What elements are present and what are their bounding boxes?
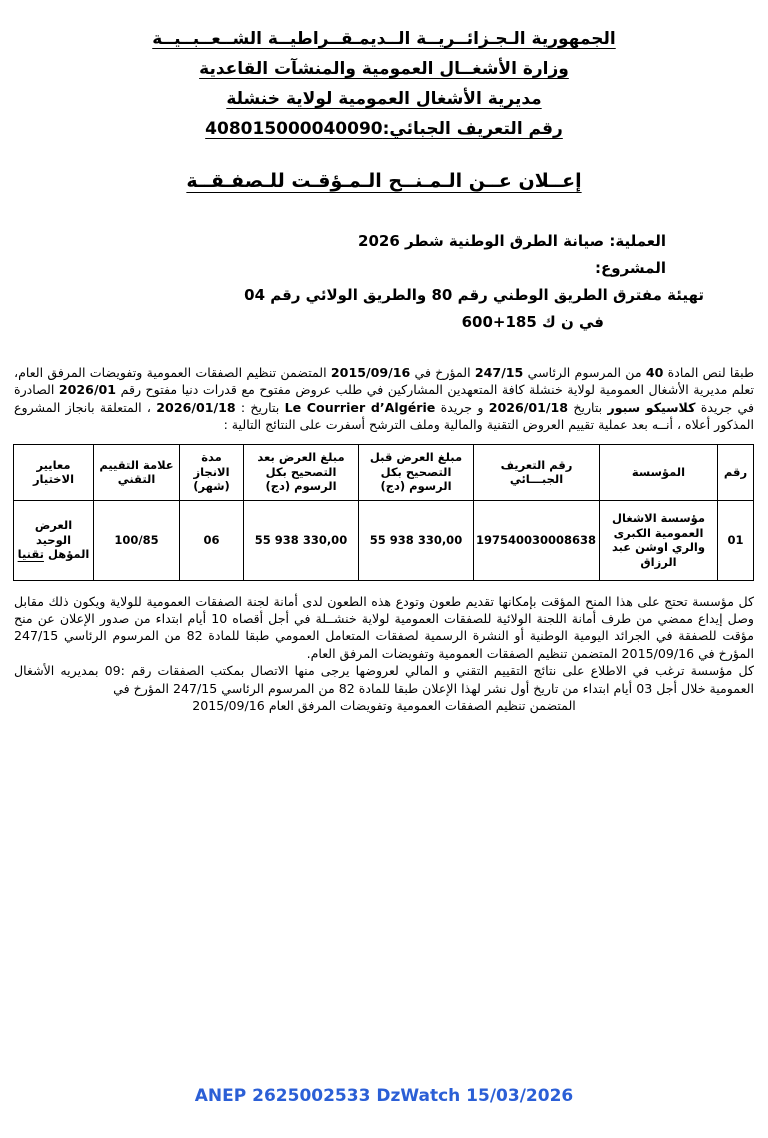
header-directorate-line: مديرية الأشغال العمومية لولاية خنشلة <box>226 89 542 109</box>
operation-line: العملية: صيانة الطرق الوطنية شطر 2026 <box>358 232 666 250</box>
cell-amount-after: 55 938 330,00 <box>244 500 359 580</box>
col-header-rank: رقم <box>718 444 754 500</box>
results-table <box>13 444 754 581</box>
announcement-title: إعــلان عــن الـمـنــح الـمـؤقـت للـصفـقــة <box>186 170 582 192</box>
anep-footer: ANEP 2625002533 DzWatch 15/03/2026 <box>194 1086 574 1106</box>
intro-seg: و جريدة <box>435 399 489 415</box>
cell-amount-before: 55 938 330,00 <box>359 500 474 580</box>
intro-seg: بتاريخ : <box>235 399 285 415</box>
intro-seg: المتضمن تنظيم الصفقات العمومية وتفويضات المرفق العام، تعلم مديرية الأشغال العمومية لولاية خنشلة كافة المتعهدين المشاركين في طلب عروض مفتوح مع قدرات دنيا مفتوح رقم <box>14 365 755 398</box>
intro-seg: كلاسيكو سبور <box>607 399 696 415</box>
table-header-row <box>14 444 754 500</box>
cell-duration: 06 <box>180 500 244 580</box>
intro-seg: ، المتعلقة بانجاز المشروع المذكور أعلاه ، أنــه بعد عملية تقييم العروض التقنية والمالية وملف الترشح أسفرت على النتائج التالية : <box>14 399 754 433</box>
intro-seg: بتاريخ <box>568 399 608 415</box>
col-header-amount-before: مبلغ العرض قبل التصحيح بكل الرسوم (دج) <box>359 444 474 500</box>
intro-paragraph <box>14 364 754 434</box>
cell-tax-id: 197540030008638 <box>474 500 600 580</box>
project-label: المشروع: <box>595 259 666 277</box>
header-republic-line: الجمهورية الـجـزائــريــة الــديمـقــراطيــة الشــعــبــيــة <box>152 29 616 49</box>
intro-seg: Le Courrier d’Algérie <box>284 399 436 415</box>
col-header-duration: مدة الانجاز (شهر) <box>180 444 244 500</box>
col-header-criteria: معايير الاختيار <box>14 444 94 500</box>
cell-criteria: العرض الوحيد المؤهل تقنيا <box>14 500 94 580</box>
intro-seg: من المرسوم الرئاسي <box>523 365 646 380</box>
project-location: في ن ك 185+600 <box>461 313 604 331</box>
operation-block <box>14 228 754 336</box>
cell-rank: 01 <box>718 500 754 580</box>
col-header-tax-id: رقم التعريف الجبـــائي <box>474 444 600 500</box>
intro-seg: 2026/01/18 <box>488 399 569 415</box>
tax-id-line: رقم التعريف الجبائي:408015000040090 <box>205 119 563 139</box>
col-header-company: المؤسسة <box>600 444 718 500</box>
intro-seg: المؤرخ في <box>410 365 475 380</box>
table-row <box>14 500 754 580</box>
col-header-technical-score: علامة التقييم التقني <box>94 444 180 500</box>
appeal-paragraph: كل مؤسسة تحتج على هذا المنح المؤقت بإمكانها تقديم طعون وتودع هذه الطعون لدى أمانة لجنة الصفقات العمومية للولاية ويكون ذلك مقابل وصل إيداع ممضي من طرف أمانة اللجنة الولائية للصفقات العمومية لولاية خنشــلة في أجل أقصاه 10 أيام ابتداء من صدور الإعلان عن منح مؤقت للصفقة في الجرائد اليومية الوطنية أو النشرة الرسمية لصفقات المتعامل العمومي طبقا للمادة 82 من المرسوم الرئاسي 247/15 المؤرخ في 2015/09/16 المتضمن تنظيم الصفقات العمومية وتفويضات المرفق العام. <box>14 593 754 661</box>
cell-technical-score: 100/85 <box>94 500 180 580</box>
intro-seg: 247/15 <box>474 365 524 380</box>
cell-company: مؤسسة الاشغال العمومية الكبرى والري اوشن عبد الرزاق <box>600 500 718 580</box>
project-description: تهيئة مفترق الطريق الوطني رقم 80 والطريق الولائي رقم 04 <box>244 286 704 304</box>
intro-seg: 2026/01/18 <box>156 399 236 415</box>
contact-paragraph-last-line: المتضمن تنظيم الصفقات العمومية وتفويضات المرفق العام 2015/09/16 <box>192 698 576 714</box>
intro-seg: 2026/01 <box>58 382 117 398</box>
col-header-amount-after: مبلغ العرض بعد التصحيح بكل الرسوم (دج) <box>244 444 359 500</box>
intro-seg: الصادرة في جريدة <box>14 382 754 415</box>
contact-paragraph: كل مؤسسة ترغب في الاطلاع على نتائج التقييم التقني و المالي لعروضها يرجى منها الاتصال بمكتب الصفقات رقم :09 بمديريه الأشغال العمومية خلال أجل 03 أيام ابتداء من تاريخ أول نشر لهذا الإعلان طبقا للمادة 82 من المرسوم الرئاسي 247/15 المؤرخ في <box>14 663 754 696</box>
intro-seg: 40 <box>645 365 664 380</box>
header-ministry-line: وزارة الأشغــال العمومية والمنشآت القاعدية <box>199 59 569 79</box>
intro-seg: طبقا لنص المادة <box>663 365 754 380</box>
intro-seg: 2015/09/16 <box>330 365 411 380</box>
